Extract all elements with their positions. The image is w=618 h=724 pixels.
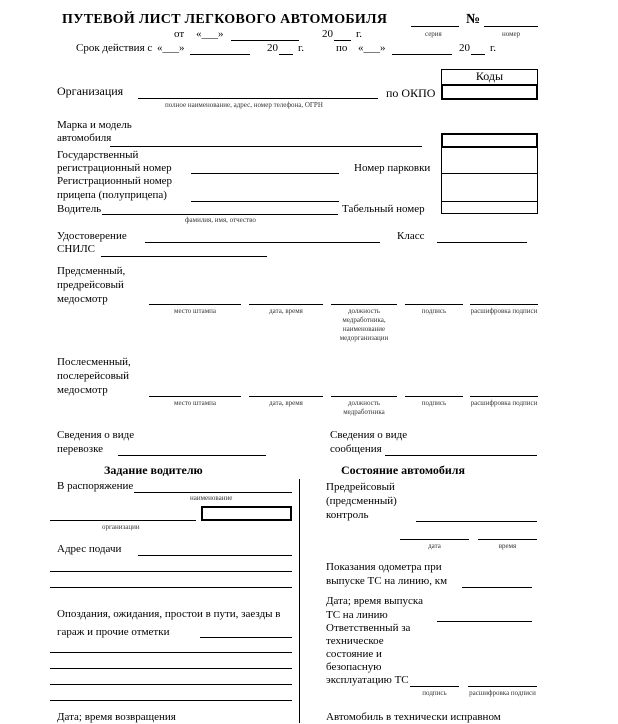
code-box-make[interactable] — [441, 133, 538, 148]
post-med-position-field[interactable] — [331, 396, 397, 397]
post-med-label-2: послерейсовый — [57, 370, 130, 382]
series-field[interactable] — [411, 26, 459, 27]
from-label: от — [174, 28, 185, 40]
task-section-title: Задание водителю — [104, 463, 203, 477]
pre-med-datetime-field[interactable] — [249, 304, 323, 305]
validity-to-label: по — [336, 42, 348, 54]
class-label: Класс — [397, 230, 425, 242]
message-type-field[interactable] — [385, 455, 537, 456]
post-med-datetime-field[interactable] — [249, 396, 323, 397]
validity-start-year-prefix: 20 — [267, 42, 278, 54]
organization-label: Организация — [57, 84, 124, 98]
delays-field-2[interactable] — [50, 652, 292, 653]
good-condition-label: Автомобиль в технически исправном — [326, 711, 501, 723]
code-box-group[interactable] — [441, 147, 538, 214]
odometer-label-1: Показания одометра при — [326, 561, 442, 573]
pre-control-time-field[interactable] — [478, 539, 537, 540]
validity-start-year-field[interactable] — [279, 54, 293, 55]
post-med-stamp-field[interactable] — [149, 396, 241, 397]
organization-field[interactable] — [138, 98, 378, 99]
pickup-address-field-1[interactable] — [138, 555, 292, 556]
responsible-signature-caption: подпись — [422, 689, 447, 697]
trailer-number-label-2: прицепа (полуприцепа) — [57, 189, 167, 201]
from-month-field[interactable] — [231, 40, 299, 41]
form-title: ПУТЕВОЙ ЛИСТ ЛЕГКОВОГО АВТОМОБИЛЯ — [62, 12, 388, 27]
okpo-code-box[interactable] — [441, 84, 538, 100]
responsible-signature-field[interactable] — [410, 686, 459, 687]
pre-med-label-1: Предсменный, — [57, 265, 126, 277]
pre-control-label-1: Предрейсовый — [326, 481, 395, 493]
trailer-number-label-1: Регистрационный номер — [57, 175, 173, 187]
pickup-address-field-2[interactable] — [50, 571, 292, 572]
responsible-label-1: Ответственный за — [326, 622, 411, 634]
pre-med-decode-caption: расшифровка подписи — [470, 307, 538, 315]
license-field[interactable] — [145, 242, 380, 243]
post-med-decode-field[interactable] — [470, 396, 538, 397]
pre-control-label-3: контроль — [326, 509, 369, 521]
disposal-org-caption: организации — [102, 523, 140, 531]
transport-type-label-1: Сведения о виде — [57, 429, 135, 441]
pre-control-label-2: (предсменный) — [326, 495, 397, 507]
trailer-number-field[interactable] — [191, 201, 339, 202]
pre-control-time-caption: время — [498, 542, 517, 550]
driver-caption: фамилия, имя, отчество — [185, 216, 256, 224]
vehicle-make-label-1: Марка и модель — [57, 119, 132, 131]
pre-med-position-caption: должность медработника, наименование медорганизации — [339, 307, 389, 342]
driver-field[interactable] — [102, 214, 338, 215]
validity-end-year-prefix: 20 — [459, 42, 470, 54]
responsible-decode-caption: расшифровка подписи — [469, 689, 536, 697]
vehicle-make-label-2: автомобиля — [57, 132, 112, 144]
message-type-label-1: Сведения о виде — [330, 429, 408, 441]
validity-end-year-suffix: г. — [490, 42, 497, 54]
pre-med-signature-caption: подпись — [421, 307, 447, 315]
codes-title: Коды — [475, 69, 504, 83]
parking-number-label: Номер парковки — [354, 162, 431, 174]
from-year-suffix: г. — [356, 28, 363, 40]
class-field[interactable] — [437, 242, 527, 243]
delays-field-3[interactable] — [50, 668, 292, 669]
pre-med-stamp-field[interactable] — [149, 304, 241, 305]
release-datetime-field[interactable] — [437, 621, 532, 622]
organization-caption: полное наименование, адрес, номер телефона, ОГРН — [165, 101, 323, 109]
disposal-field[interactable] — [134, 492, 292, 493]
post-med-signature-field[interactable] — [405, 396, 463, 397]
reg-number-label-1: Государственный — [57, 149, 139, 161]
vehicle-make-field[interactable] — [110, 146, 422, 147]
release-label-2: ТС на линию — [326, 609, 388, 621]
number-sign: № — [466, 12, 481, 27]
delays-field-4[interactable] — [50, 684, 292, 685]
message-type-label-2: сообщения — [330, 443, 382, 455]
validity-label: Срок действия с — [76, 42, 153, 54]
pickup-address-label: Адрес подачи — [57, 543, 122, 555]
return-datetime-label: Дата; время возвращения — [57, 711, 176, 723]
driver-label: Водитель — [57, 203, 102, 215]
delays-label-1: Опоздания, ожидания, простои в пути, заезды в — [57, 608, 281, 620]
validity-end-month-field[interactable] — [392, 54, 452, 55]
reg-number-label-2: регистрационный номер — [57, 162, 172, 174]
pre-med-label-3: медосмотр — [57, 293, 108, 305]
disposal-org-field[interactable] — [50, 520, 196, 521]
from-year-prefix: 20 — [322, 28, 333, 40]
responsible-label-5: эксплуатацию ТС — [326, 674, 409, 686]
snils-label: СНИЛС — [57, 243, 96, 255]
post-med-datetime-caption: дата, время — [269, 399, 303, 407]
pre-control-field[interactable] — [416, 521, 537, 522]
pickup-address-field-3[interactable] — [50, 587, 292, 588]
responsible-label-2: техническое — [326, 635, 384, 647]
odometer-field[interactable] — [462, 587, 532, 588]
pre-med-decode-field[interactable] — [470, 304, 538, 305]
number-field[interactable] — [484, 26, 538, 27]
code-box-divider-2 — [441, 201, 538, 202]
delays-label-2: гараж и прочие отметки — [57, 626, 170, 638]
license-label: Удостоверение — [57, 230, 127, 242]
responsible-label-3: состояние и — [326, 648, 382, 660]
validity-start-day[interactable]: «___» — [157, 42, 185, 54]
validity-start-year-suffix: г. — [298, 42, 305, 54]
pre-control-date-field[interactable] — [400, 539, 469, 540]
pre-med-stamp-caption: место штампа — [174, 307, 216, 315]
transport-type-field[interactable] — [118, 455, 266, 456]
code-box-divider-1 — [441, 173, 538, 174]
pre-med-label-2: предрейсовый — [57, 279, 124, 291]
pre-control-date-caption: дата — [428, 542, 441, 550]
pre-med-position-field[interactable] — [331, 304, 397, 305]
tab-number-label: Табельный номер — [342, 203, 425, 215]
series-caption: серия — [425, 30, 442, 38]
section-divider — [299, 479, 300, 723]
disposal-label: В распоряжение — [57, 480, 134, 492]
post-med-decode-caption: расшифровка подписи — [470, 399, 538, 407]
responsible-label-4: безопасную — [326, 661, 382, 673]
validity-end-year-field[interactable] — [471, 54, 485, 55]
validity-end-day[interactable]: «___» — [358, 42, 386, 54]
delays-field-1[interactable] — [200, 637, 292, 638]
transport-type-label-2: перевозке — [57, 443, 104, 455]
post-med-signature-caption: подпись — [421, 399, 447, 407]
post-med-position-caption: должность медработника — [343, 399, 385, 416]
validity-start-month-field[interactable] — [190, 54, 250, 55]
pre-med-datetime-caption: дата, время — [269, 307, 303, 315]
release-label-1: Дата; время выпуска — [326, 595, 423, 607]
post-med-label-3: медосмотр — [57, 384, 108, 396]
post-med-label-1: Послесменный, — [57, 356, 131, 368]
disposal-name-caption: наименование — [190, 494, 233, 502]
okpo-label: по ОКПО — [386, 86, 436, 100]
pre-med-signature-field[interactable] — [405, 304, 463, 305]
post-med-stamp-caption: место штампа — [174, 399, 216, 407]
reg-number-field[interactable] — [191, 173, 339, 174]
number-caption: номер — [502, 30, 521, 38]
snils-field[interactable] — [101, 256, 267, 257]
disposal-code-box[interactable] — [201, 506, 292, 521]
odometer-label-2: выпуске ТС на линию, км — [326, 575, 448, 587]
state-section-title: Состояние автомобиля — [341, 463, 465, 477]
delays-field-5[interactable] — [50, 700, 292, 701]
from-day[interactable]: «___» — [196, 28, 224, 40]
responsible-decode-field[interactable] — [468, 686, 537, 687]
